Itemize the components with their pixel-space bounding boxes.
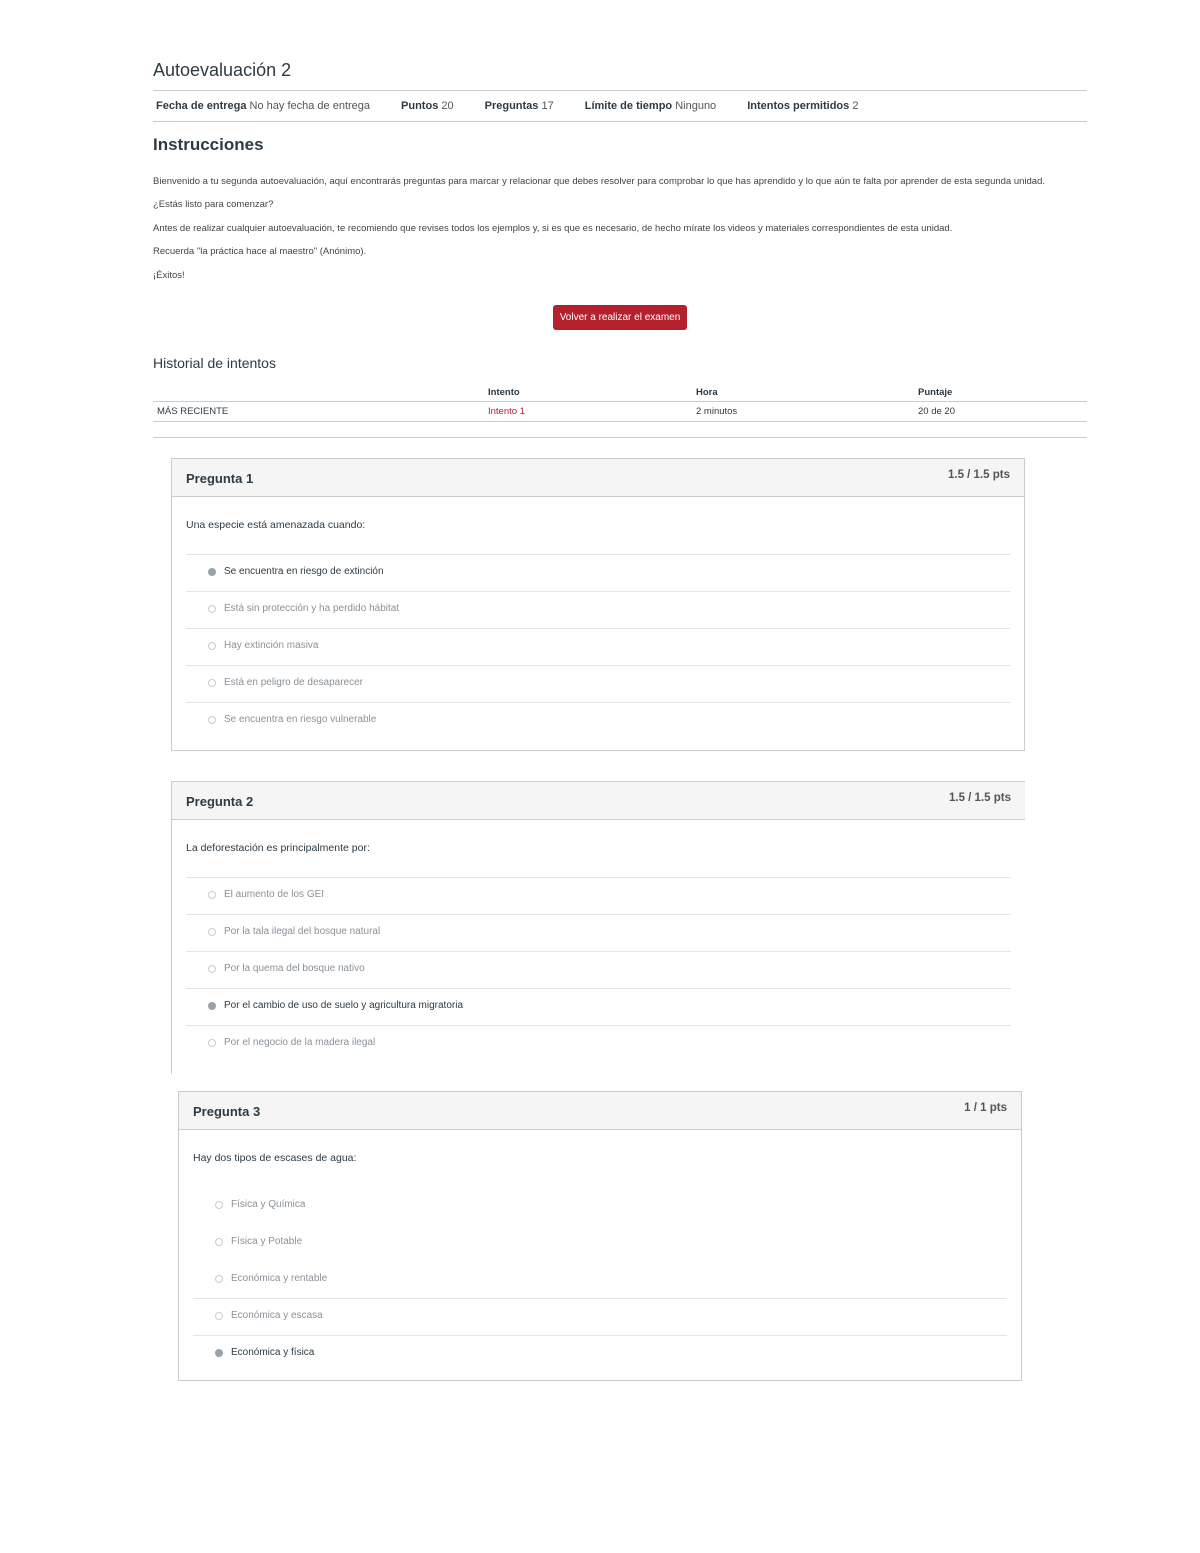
radio-icon[interactable] <box>208 891 216 899</box>
history-header-row <box>153 384 1087 402</box>
meta-attempts: Intentos permitidos 2 <box>747 100 859 112</box>
radio-selected-icon[interactable] <box>208 1002 216 1010</box>
meta-time-limit: Límite de tiempo Ninguno <box>584 100 717 112</box>
answer-option[interactable] <box>193 1261 1007 1298</box>
question-text: Una especie está amenazada cuando: <box>186 519 366 531</box>
radio-icon[interactable] <box>208 1039 216 1047</box>
radio-icon[interactable] <box>215 1201 223 1209</box>
radio-selected-icon[interactable] <box>208 568 216 576</box>
radio-icon[interactable] <box>208 928 216 936</box>
answer-option[interactable] <box>186 914 1011 951</box>
quiz-meta-bar <box>153 90 1087 122</box>
answer-option[interactable] <box>186 702 1010 739</box>
answer-option[interactable] <box>193 1298 1007 1335</box>
attempt-link[interactable]: Intento 1 <box>484 402 692 422</box>
question-points: 1.5 / 1.5 pts <box>947 469 1010 481</box>
attempt-history-table <box>153 384 1087 422</box>
instructions-line-3: Antes de realizar cualquier autoevaluación, te recomiendo que revises todos los ejemplos y, si es que es necesario, de hecho mírate los videos y materiales correspondientes de esta unidad. <box>153 223 953 234</box>
question-points: 1 / 1 pts <box>964 1102 1007 1114</box>
answer-option[interactable] <box>193 1187 1007 1224</box>
radio-icon[interactable] <box>215 1275 223 1283</box>
table-row <box>153 402 1087 422</box>
answer-label: Física y Potable <box>231 1236 303 1247</box>
page-title: Autoevaluación 2 <box>153 60 292 80</box>
answer-list <box>193 1187 1007 1372</box>
question-title: Pregunta 1 <box>186 471 254 486</box>
question-text: Hay dos tipos de escases de agua: <box>193 1152 357 1164</box>
history-title: Historial de intentos <box>153 355 276 371</box>
answer-label: Económica y rentable <box>231 1273 328 1284</box>
question-text: La deforestación es principalmente por: <box>186 842 370 854</box>
question-card-1 <box>171 458 1025 751</box>
retake-quiz-button[interactable]: Volver a realizar el examen <box>553 305 687 330</box>
divider <box>153 437 1087 438</box>
radio-icon[interactable] <box>215 1312 223 1320</box>
answer-option[interactable] <box>186 665 1010 702</box>
radio-icon[interactable] <box>208 605 216 613</box>
answer-label: Por la tala ilegal del bosque natural <box>224 926 381 937</box>
radio-icon[interactable] <box>208 679 216 687</box>
radio-icon[interactable] <box>208 642 216 650</box>
radio-icon[interactable] <box>208 716 216 724</box>
answer-label: Económica y escasa <box>231 1310 323 1321</box>
meta-questions: Preguntas 17 <box>484 100 554 112</box>
question-title: Pregunta 2 <box>186 794 254 809</box>
answer-label: Está en peligro de desaparecer <box>224 677 363 688</box>
answer-label: Se encuentra en riesgo vulnerable <box>224 714 377 725</box>
answer-label: Está sin protección y ha perdido hábitat <box>224 603 400 614</box>
radio-selected-icon[interactable] <box>215 1349 223 1357</box>
history-col-score: Puntaje <box>914 384 1087 402</box>
answer-option[interactable] <box>186 591 1010 628</box>
instructions-line-5: ¡Éxitos! <box>153 270 185 281</box>
question-header <box>172 459 1024 497</box>
history-col-time: Hora <box>692 384 914 402</box>
answer-list <box>186 877 1011 1062</box>
instructions-line-1: Bienvenido a tu segunda autoevaluación, aquí encontrarás preguntas para marcar y relacionar que debes resolver para comprobar lo que has aprendido y lo que aún te falta por aprender de esta segunda unidad. <box>153 176 1046 187</box>
answer-option[interactable] <box>186 1025 1011 1062</box>
meta-points: Puntos 20 <box>401 100 454 112</box>
radio-icon[interactable] <box>208 965 216 973</box>
answer-option[interactable] <box>186 988 1011 1025</box>
question-header <box>172 782 1025 820</box>
radio-icon[interactable] <box>215 1238 223 1246</box>
answer-label: Por la quema del bosque nativo <box>224 963 365 974</box>
question-points: 1.5 / 1.5 pts <box>948 792 1011 804</box>
history-row-time: 2 minutos <box>692 402 914 422</box>
question-title: Pregunta 3 <box>193 1104 261 1119</box>
answer-option[interactable] <box>193 1335 1007 1372</box>
question-card-2 <box>171 781 1025 1074</box>
history-row-label: MÁS RECIENTE <box>153 402 484 422</box>
question-card-3 <box>178 1091 1022 1381</box>
history-col-attempt: Intento <box>484 384 692 402</box>
answer-label: El aumento de los GEI <box>224 889 325 900</box>
history-row-score: 20 de 20 <box>914 402 1087 422</box>
answer-option[interactable] <box>193 1224 1007 1261</box>
question-header <box>179 1092 1021 1130</box>
answer-label: Se encuentra en riesgo de extinción <box>224 566 384 577</box>
answer-option[interactable] <box>186 554 1010 591</box>
history-col-blank <box>153 384 484 402</box>
answer-label: Económica y física <box>231 1347 315 1358</box>
instructions-heading: Instrucciones <box>153 135 264 154</box>
answer-label: Por el negocio de la madera ilegal <box>224 1037 376 1048</box>
answer-option[interactable] <box>186 628 1010 665</box>
instructions-line-4: Recuerda "la práctica hace al maestro" (Anónimo). <box>153 246 367 257</box>
meta-due-date: Fecha de entrega No hay fecha de entrega <box>156 100 371 112</box>
answer-option[interactable] <box>186 877 1011 914</box>
answer-label: Física y Química <box>231 1199 306 1210</box>
instructions-line-2: ¿Estás listo para comenzar? <box>153 199 274 210</box>
answer-option[interactable] <box>186 951 1011 988</box>
answer-label: Por el cambio de uso de suelo y agricultura migratoria <box>224 1000 464 1011</box>
answer-label: Hay extinción masiva <box>224 640 319 651</box>
answer-list <box>186 554 1010 739</box>
